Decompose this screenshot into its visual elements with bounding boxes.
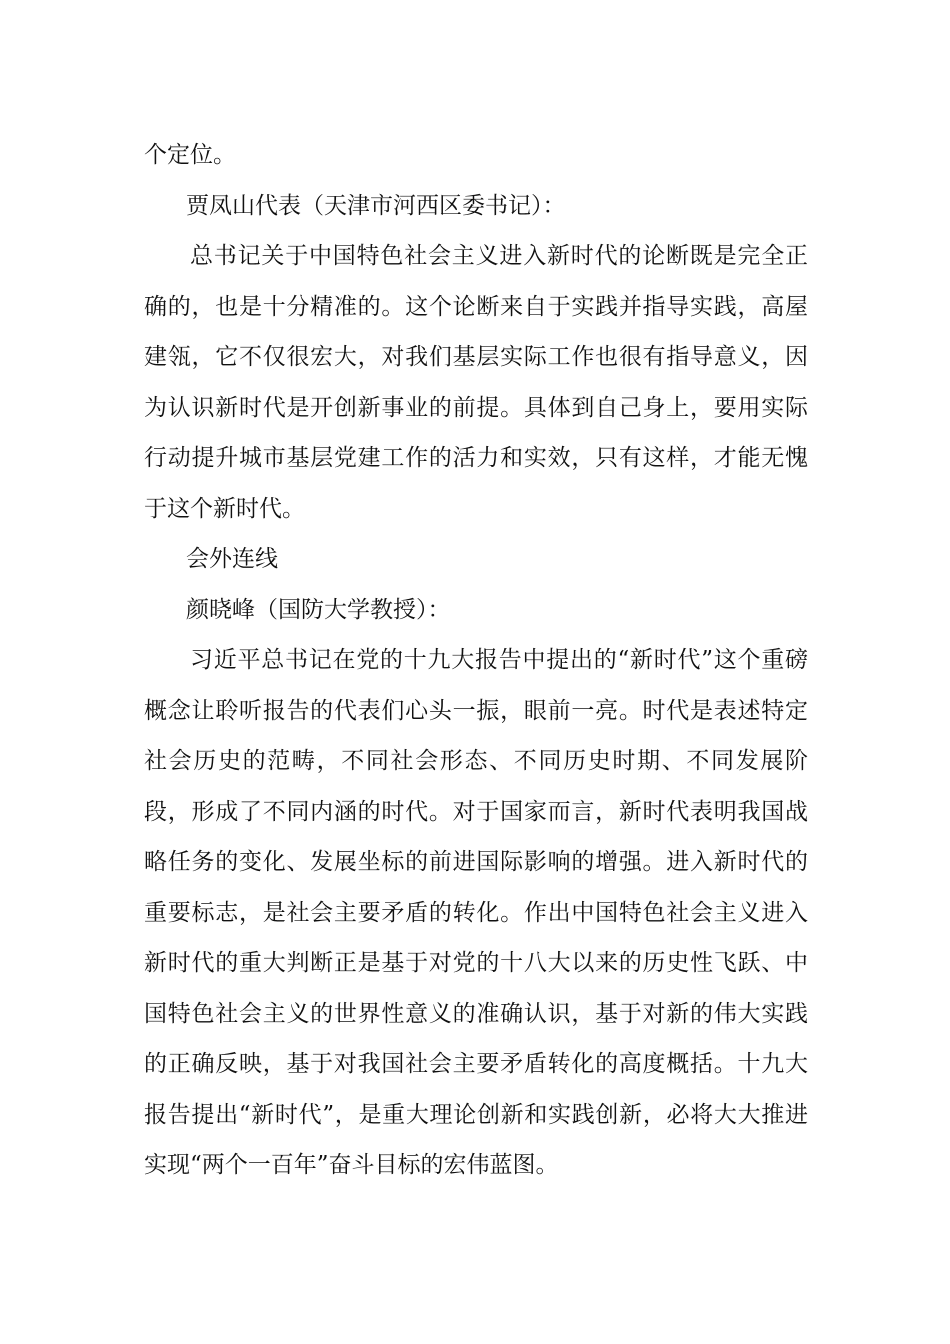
paragraph-yan-xiaofeng-remarks: 习近平总书记在党的十九大报告中提出的“新时代”这个重磅概念让聆听报告的代表们心头一振，眼前一亮。时代是表述特定社会历史的范畴，不同社会形态、不同历史时期、不同发展阶段，形成了不同内涵的时代。对于国家而言，新时代表明我国战略任务的变化、发展坐标的前进国际影响的增强。进入新时代的重要标志，是社会主要矛盾的转化。作出中国特色社会主义进入新时代的重大判断正是基于对党的十八大以来的历史性飞跃、中国特色社会主义的世界性意义的准确认识，基于对新的伟大实践的正确反映，基于对我国社会主要矛盾转化的高度概括。十九大报告提出“新时代”，是重大理论创新和实践创新，必将大大推进实现“两个一百年”奋斗目标的宏伟蓝图。 — [144, 647, 808, 1178]
section-heading-outside-connection: 会外连线 — [186, 546, 278, 572]
speaker-heading-yan-xiaofeng: 颜晓峰（国防大学教授）： — [186, 596, 451, 623]
paragraph-jia-fengshan-remarks: 总书记关于中国特色社会主义进入新时代的论断既是完全正确的，也是十分精准的。这个论断来自于实践并指导实践，高屋建瓴，它不仅很宏大，对我们基层实际工作也很有指导意义，因为认识新时代是开创新事业的前提。具体到自己身上，要用实际行动提升城市基层党建工作的活力和实效，只有这样，才能无愧于这个新时代。 — [144, 243, 808, 522]
document-body — [144, 130, 808, 1191]
paragraph-continuation: 个定位。 — [144, 142, 236, 168]
speaker-heading-jia-fengshan: 贾凤山代表（天津市河西区委书记）： — [186, 192, 566, 219]
